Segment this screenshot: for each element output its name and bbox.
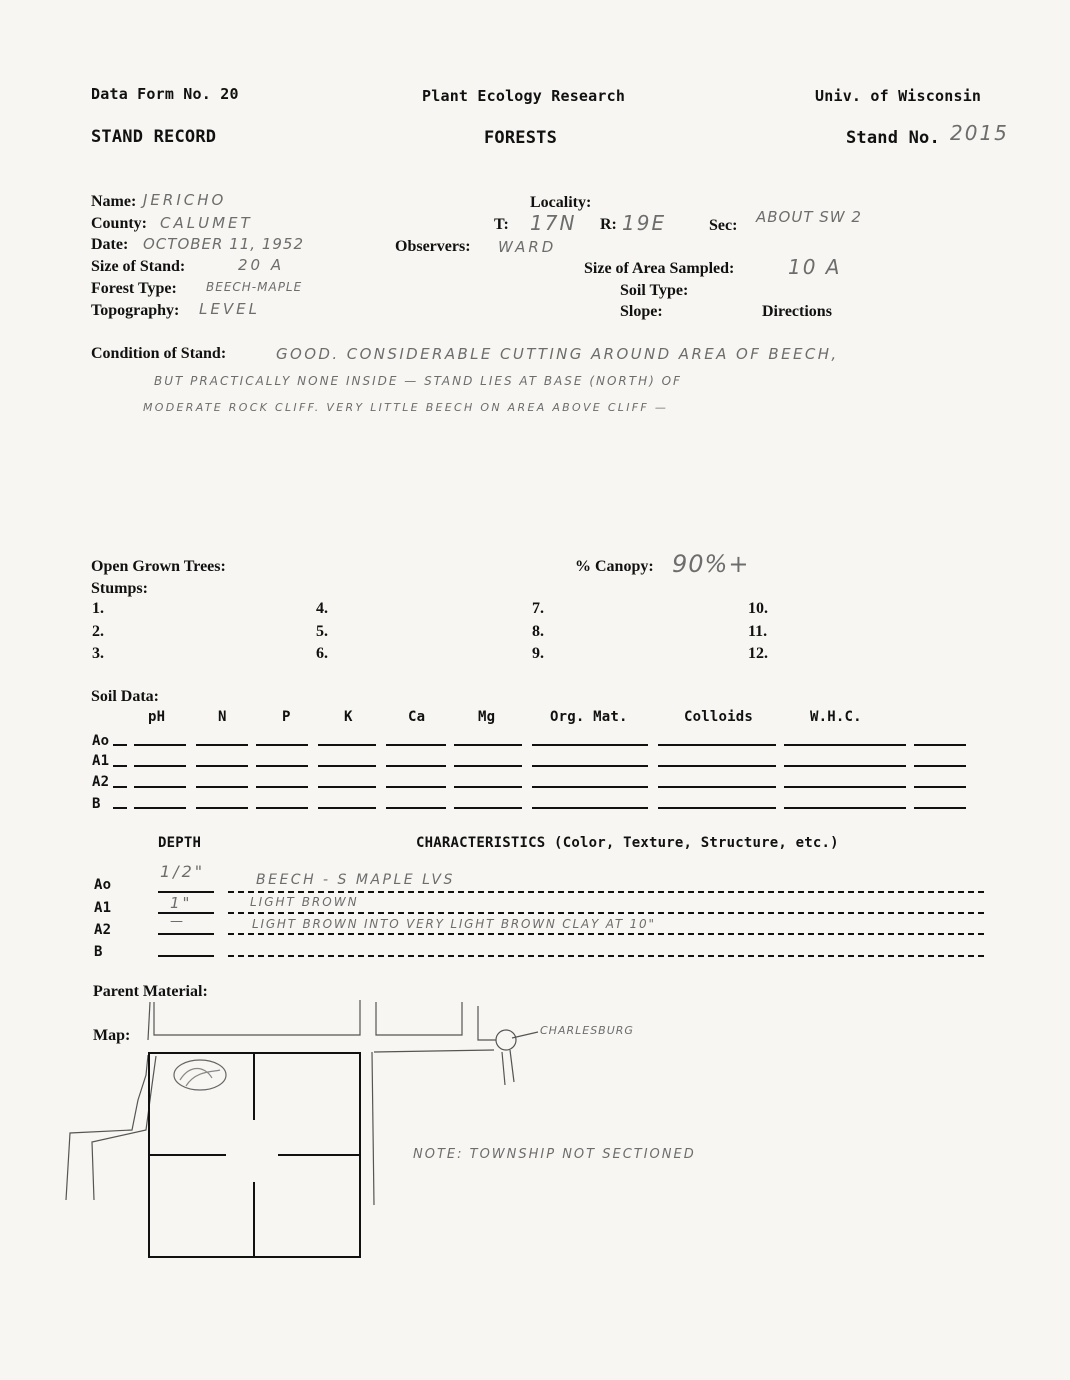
canopy-label: % Canopy: [575, 558, 654, 575]
county-label: County: [91, 215, 148, 232]
soil-col-org-mat: Org. Mat. [550, 709, 628, 725]
record-type: STAND RECORD [91, 127, 217, 147]
stand-number-label: Stand No. [846, 128, 940, 148]
observers-value: WARD [498, 238, 557, 256]
observers-label: Observers: [395, 238, 471, 255]
depth-label: DEPTH [158, 835, 202, 851]
size-of-stand-label: Size of Stand: [91, 258, 186, 275]
canopy-value: 90%+ [672, 550, 750, 578]
stump-number: 11. [748, 623, 768, 640]
topography-label: Topography: [91, 302, 180, 319]
stump-number: 2. [92, 623, 104, 640]
horizon-b: B [94, 944, 103, 960]
topography-value: LEVEL [199, 300, 260, 318]
depth-a2: — [170, 914, 186, 929]
university-name: Univ. of Wisconsin [815, 87, 982, 105]
soil-row-a2: A2 [92, 774, 110, 790]
section-value: ABOUT SW 2 [756, 208, 862, 226]
stump-number: 7. [532, 600, 544, 617]
stump-number: 9. [532, 645, 544, 662]
forest-type-label: Forest Type: [91, 280, 177, 297]
soil-col-ca: Ca [408, 709, 426, 725]
name-label: Name: [91, 193, 137, 210]
date-value: OCTOBER 11, 1952 [143, 235, 305, 253]
soil-data-label: Soil Data: [91, 688, 159, 705]
map-label: Map: [93, 1027, 131, 1044]
locality-label: Locality: [530, 194, 592, 211]
soil-row-a1: A1 [92, 753, 110, 769]
depth-a1: 1" [170, 894, 193, 912]
condition-line-2: BUT PRACTICALLY NONE INSIDE — STAND LIES AT BASE (NORTH) OF [154, 374, 682, 388]
stump-number: 8. [532, 623, 544, 640]
township-value: 17N [530, 211, 577, 235]
parent-material-label: Parent Material: [93, 983, 208, 1000]
soil-col-n: N [218, 709, 227, 725]
soil-col-mg: Mg [478, 709, 496, 725]
form-number: Data Form No. 20 [91, 85, 239, 103]
horizon-ao: Ao [94, 877, 112, 893]
soil-row-b: B [92, 796, 101, 812]
size-of-stand-value: 20 A [238, 256, 285, 274]
range-value: 19E [622, 211, 667, 235]
category: FORESTS [484, 128, 558, 148]
map-note: NOTE: TOWNSHIP NOT SECTIONED [413, 1147, 696, 1162]
condition-label: Condition of Stand: [91, 345, 227, 362]
map-town-label: CHARLESBURG [540, 1024, 634, 1037]
date-label: Date: [91, 236, 129, 253]
stump-number: 3. [92, 645, 104, 662]
characteristics-a2: LIGHT BROWN INTO VERY LIGHT BROWN CLAY AT 10" [252, 917, 656, 931]
stump-number: 6. [316, 645, 328, 662]
horizon-a2: A2 [94, 922, 112, 938]
soil-col-ph: pH [148, 709, 166, 725]
area-sampled-value: 10 A [788, 255, 842, 279]
township-label: T: [494, 216, 509, 233]
stump-number: 1. [92, 600, 104, 617]
stumps-label: Stumps: [91, 580, 148, 597]
soil-type-label: Soil Type: [620, 282, 689, 299]
program-name: Plant Ecology Research [422, 87, 626, 105]
county-value: CALUMET [160, 214, 253, 232]
characteristics-label: CHARACTERISTICS (Color, Texture, Structure, etc.) [416, 835, 839, 851]
condition-line-3: MODERATE ROCK CLIFF. VERY LITTLE BEECH ON AREA ABOVE CLIFF — [143, 401, 669, 414]
characteristics-ao: BEECH - S MAPLE LVS [256, 872, 455, 888]
condition-line-1: GOOD. CONSIDERABLE CUTTING AROUND AREA OF BEECH, [276, 345, 839, 363]
soil-col-k: K [344, 709, 353, 725]
stand-number-value: 2015 [950, 121, 1009, 145]
horizon-a1: A1 [94, 900, 112, 916]
directions-label: Directions [762, 303, 832, 320]
stump-number: 10. [748, 600, 768, 617]
stump-number: 5. [316, 623, 328, 640]
stump-number: 12. [748, 645, 768, 662]
soil-col-p: P [282, 709, 291, 725]
open-grown-trees-label: Open Grown Trees: [91, 558, 226, 575]
stump-number: 4. [316, 600, 328, 617]
soil-row-ao: Ao [92, 733, 110, 749]
characteristics-a1: LIGHT BROWN [250, 895, 359, 909]
slope-label: Slope: [620, 303, 663, 320]
soil-col-colloids: Colloids [684, 709, 754, 725]
forest-type-value: BEECH-MAPLE [206, 280, 303, 294]
area-sampled-label: Size of Area Sampled: [584, 260, 735, 277]
soil-col-whc: W.H.C. [810, 709, 862, 725]
section-label: Sec: [709, 217, 738, 234]
depth-ao: 1/2" [160, 862, 206, 881]
range-label: R: [600, 216, 617, 233]
name-value: JERICHO [143, 191, 227, 209]
